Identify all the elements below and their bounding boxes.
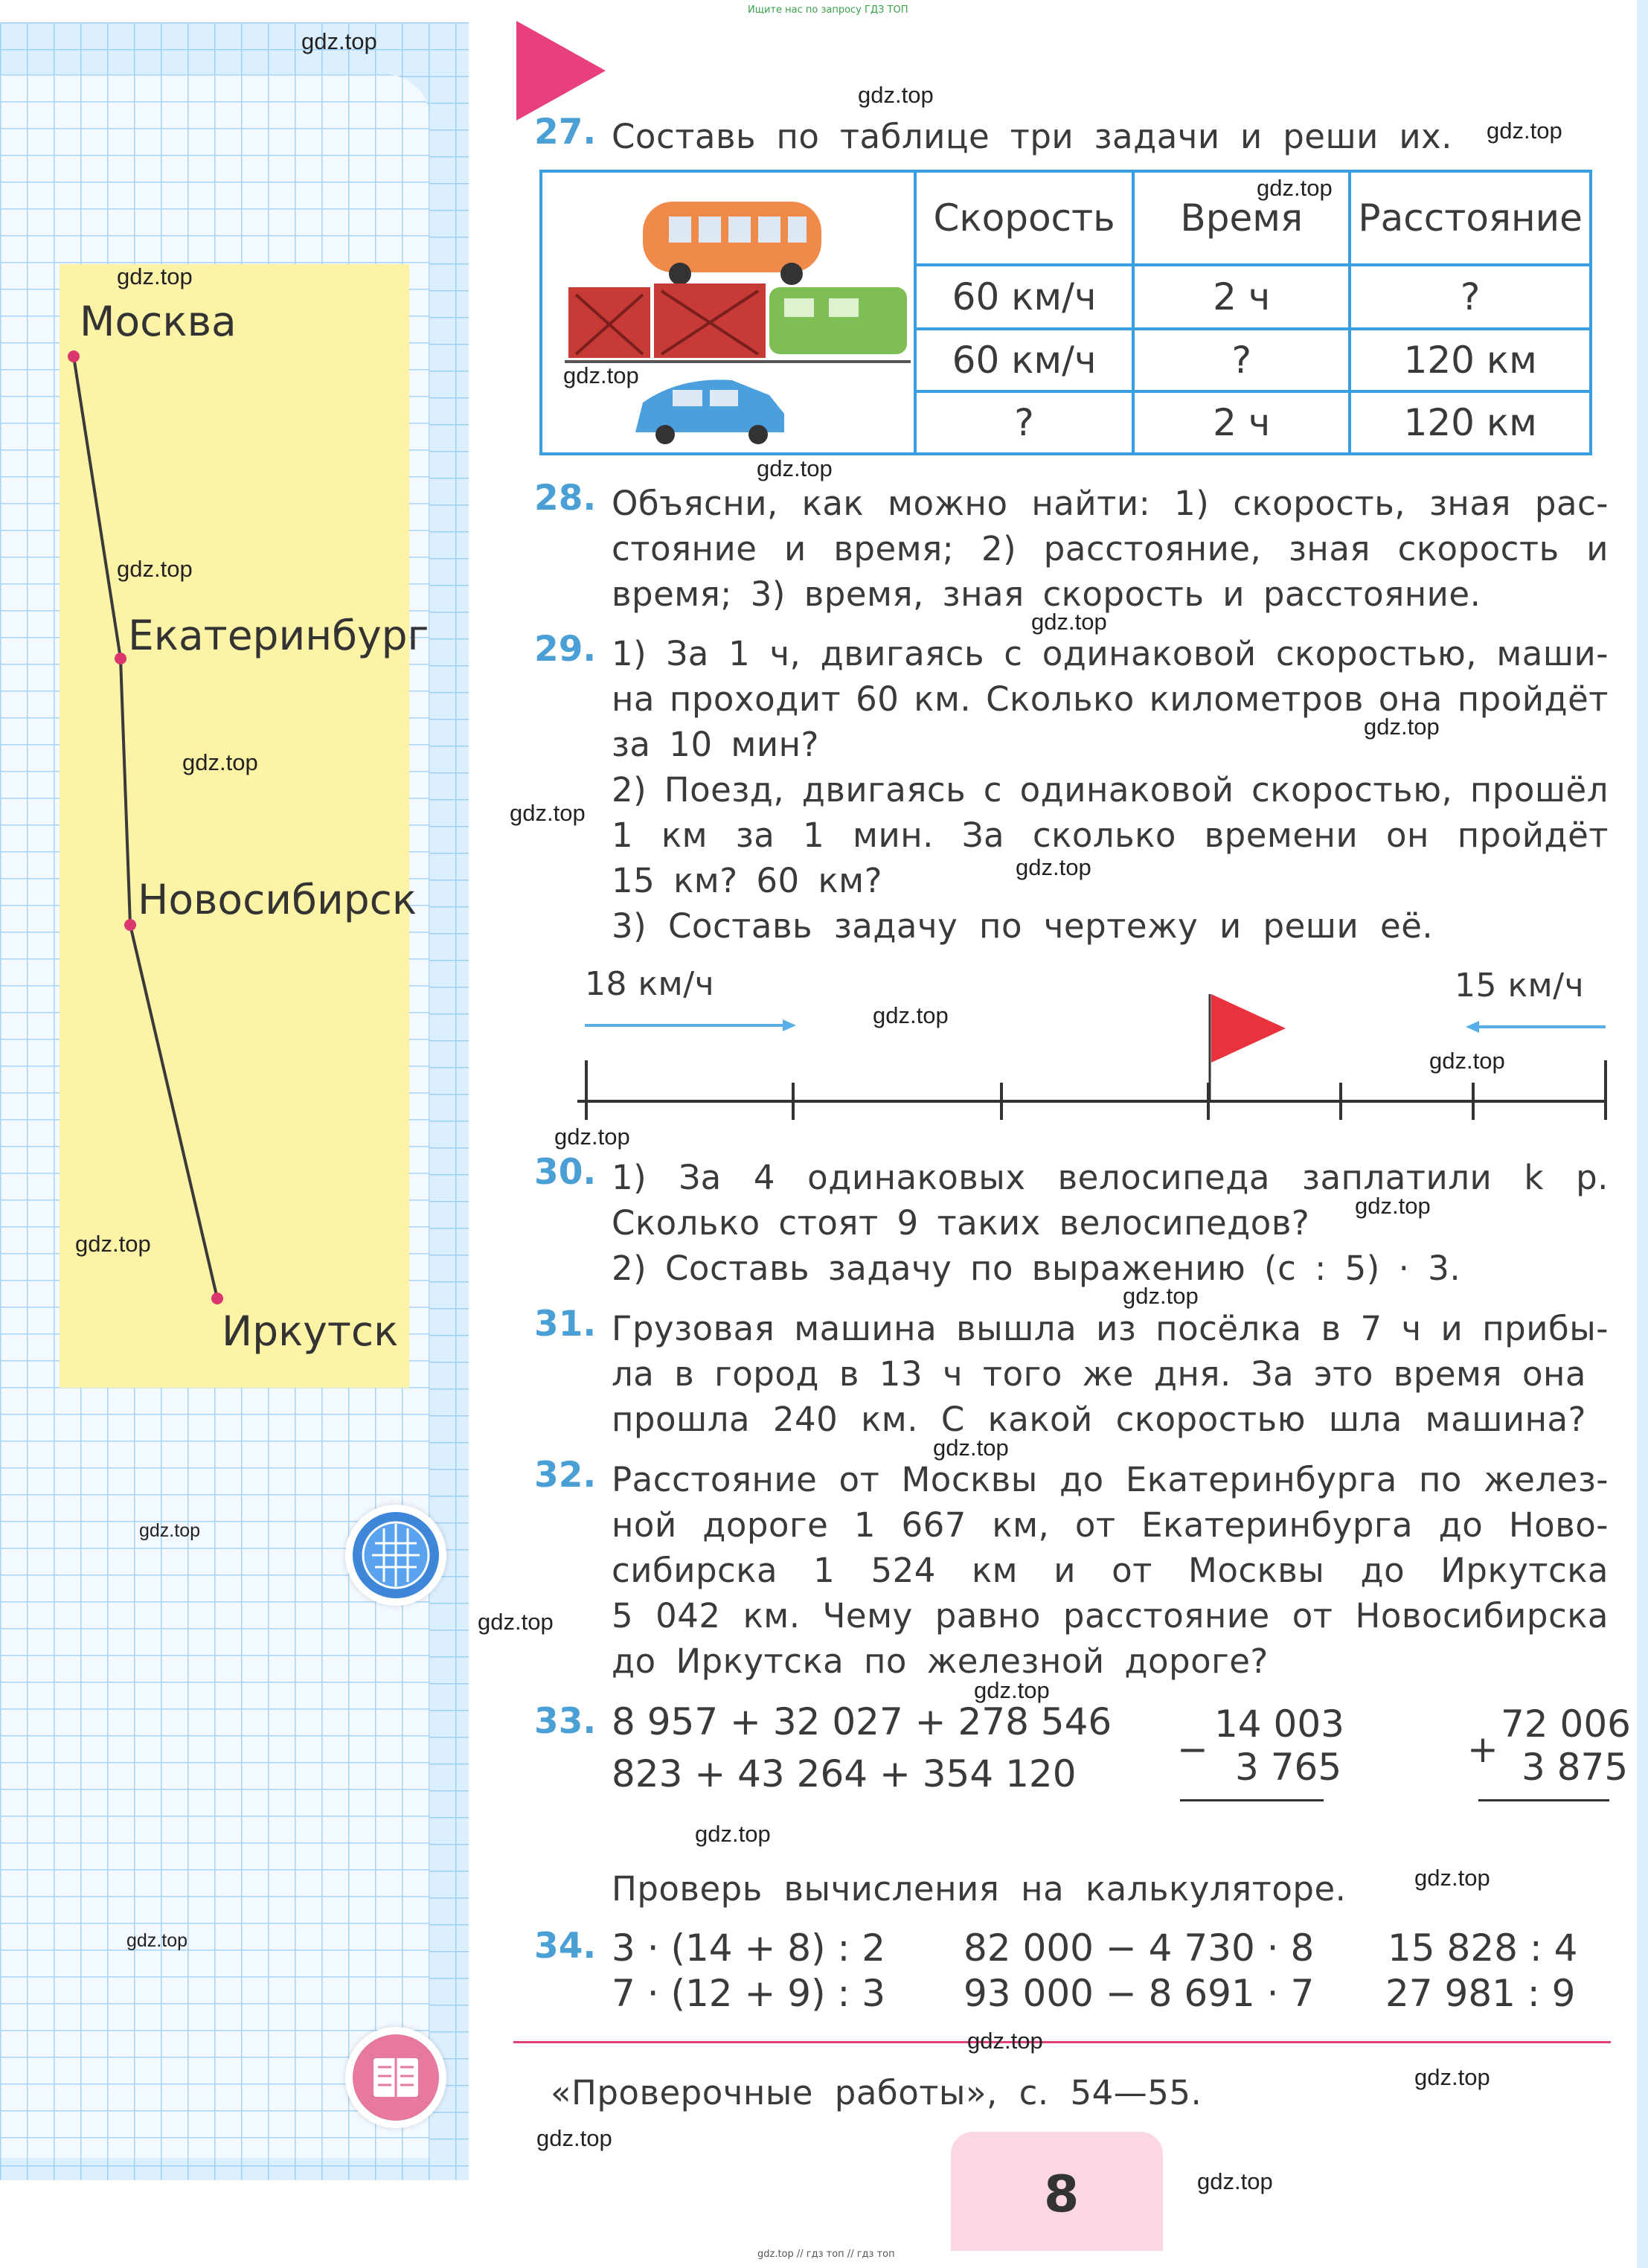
watermark: gdz.top [1355, 1193, 1431, 1219]
watermark: gdz.top [117, 556, 193, 582]
watermark: gdz.top [1414, 2064, 1490, 2090]
table-header-speed: Скорость [915, 171, 1133, 265]
table-cell: ? [1133, 329, 1350, 391]
header-note: Ищите нас по запросу ГДЗ ТОП [748, 4, 908, 16]
watermark: gdz.top [1364, 714, 1440, 740]
vehicles-illustration-art [546, 176, 918, 451]
task-31-line: ла в город в 13 ч того же дня. За это время она [612, 1354, 1586, 1394]
task-32-line: Расстояние от Москвы до Екатеринбурга по желез- [612, 1460, 1609, 1499]
city-label-ekaterinburg: Екатеринбург [128, 612, 429, 659]
task-30-line: 2) Составь задачу по выражению (c : 5) · 3. [612, 1249, 1461, 1288]
task-29-line: 1) За 1 ч, двигаясь с одинаковой скоростью, маши- [612, 634, 1609, 673]
task-32-line: до Иркутска по железной дороге? [612, 1641, 1269, 1681]
table-header-time: Время [1133, 171, 1350, 265]
column-add-op: + [1467, 1728, 1498, 1771]
task-28-line: стояние и время; 2) расстояние, зная скорость и [612, 529, 1609, 568]
city-label-irkutsk: Иркутск [222, 1307, 399, 1355]
footer-note: gdz.top // гдз топ // гдз топ [757, 2249, 895, 2260]
task-29-line: 15 км? 60 км? [612, 861, 882, 900]
watermark: gdz.top [478, 1609, 554, 1635]
task-32-line: 5 042 км. Чему равно расстояние от Новосибирска [612, 1596, 1609, 1636]
watermark: gdz.top [1123, 1283, 1199, 1309]
task-27-number: 27. [534, 112, 597, 153]
task-28-line: Объясни, как можно найти: 1) скорость, зная рас- [612, 484, 1609, 523]
task-27-table [539, 170, 1592, 455]
city-dot-moscow [68, 350, 80, 362]
watermark: gdz.top [933, 1435, 1009, 1461]
task-32-line: ной дороге 1 667 км, от Екатеринбурга до Ново- [612, 1505, 1609, 1545]
task-33-expr-2: 823 + 43 264 + 354 120 [612, 1752, 1077, 1796]
page-number: 8 [1044, 2165, 1080, 2224]
watermark: gdz.top [126, 1930, 188, 1951]
table-cell: 120 км [1350, 329, 1591, 391]
table-cell: ? [915, 391, 1133, 454]
watermark: gdz.top [1016, 854, 1091, 880]
task-29-line: 1 км за 1 мин. За сколько времени он пройдёт [612, 816, 1609, 855]
city-dot-ekaterinburg [115, 653, 126, 664]
task-34-expr: 3 · (14 + 8) : 2 [612, 1926, 886, 1970]
reference-text: «Проверочные работы», с. 54—55. [551, 2073, 1202, 2112]
task-29-number: 29. [534, 629, 597, 670]
watermark: gdz.top [967, 2028, 1043, 2054]
city-dot-irkutsk [211, 1292, 223, 1304]
watermark: gdz.top [554, 1124, 630, 1150]
task-28-number: 28. [534, 478, 597, 519]
task-28-line: время; 3) время, зная скорость и расстояние. [612, 574, 1481, 614]
task-34-expr: 7 · (12 + 9) : 3 [612, 1972, 886, 2015]
city-label-moscow: Москва [80, 298, 237, 345]
task-30-line: 1) За 4 одинаковых велосипеда заплатили k р. [612, 1158, 1609, 1197]
task-27-text: Составь по таблице три задачи и реши их. [612, 117, 1452, 156]
watermark: gdz.top [1257, 175, 1333, 201]
task-34-expr: 93 000 − 8 691 · 7 [964, 1972, 1315, 2015]
column-sub-line [1180, 1799, 1324, 1801]
column-add-top: 72 006 [1501, 1702, 1631, 1746]
watermark: gdz.top [536, 2125, 612, 2151]
column-sub-op: − [1177, 1728, 1208, 1771]
watermark: gdz.top [182, 749, 258, 775]
task-34-expr: 15 828 : 4 [1388, 1926, 1578, 1970]
watermark: gdz.top [974, 1677, 1050, 1703]
table-header-distance: Расстояние [1350, 171, 1591, 265]
column-sub-top: 14 003 [1214, 1702, 1344, 1746]
watermark: gdz.top [1429, 1048, 1505, 1074]
city-dot-novosibirsk [124, 919, 136, 931]
watermark: gdz.top [117, 263, 193, 289]
table-cell: 120 км [1350, 391, 1591, 454]
watermark: gdz.top [1031, 609, 1107, 635]
task-33-expr-1: 8 957 + 32 027 + 278 546 [612, 1700, 1112, 1743]
watermark: gdz.top [1487, 118, 1562, 144]
task-31-line: Грузовая машина вышла из посёлка в 7 ч и прибы- [612, 1309, 1609, 1348]
task-32-number: 32. [534, 1455, 597, 1496]
watermark: gdz.top [757, 455, 833, 481]
table-cell: ? [1350, 265, 1591, 329]
task-33-number: 33. [534, 1701, 597, 1742]
watermark: gdz.top [873, 1002, 949, 1028]
task-30-line: Сколько стоят 9 таких велосипедов? [612, 1203, 1310, 1243]
city-label-novosibirsk: Новосибирск [138, 876, 417, 923]
diagram-left-speed: 18 км/ч [585, 965, 715, 1003]
task-32-line: сибирска 1 524 км и от Москвы до Иркутска [612, 1551, 1609, 1590]
flag-icon [1211, 994, 1286, 1063]
column-add-bottom: 3 875 [1522, 1746, 1629, 1789]
task-34-expr: 82 000 − 4 730 · 8 [964, 1926, 1315, 1970]
watermark: gdz.top [695, 1821, 771, 1847]
watermark: gdz.top [510, 800, 586, 826]
watermark: gdz.top [75, 1231, 151, 1257]
table-cell: 2 ч [1133, 265, 1350, 329]
section-triangle-marker [513, 21, 610, 125]
task-31-number: 31. [534, 1304, 597, 1345]
watermark: gdz.top [139, 1520, 201, 1541]
map-card [60, 264, 409, 1388]
task-34-expr: 27 981 : 9 [1385, 1972, 1576, 2015]
watermark: gdz.top [1414, 1865, 1490, 1891]
table-cell: 60 км/ч [915, 265, 1133, 329]
watermark: gdz.top [1197, 2168, 1273, 2194]
workbook-icon[interactable] [345, 2027, 446, 2128]
globe-grid-icon[interactable] [345, 1505, 446, 1606]
column-sub-bottom: 3 765 [1235, 1746, 1342, 1789]
vehicles-illustration [541, 171, 915, 454]
task-29-line: 3) Составь задачу по чертежу и реши её. [612, 906, 1434, 946]
task-33-check: Проверь вычисления на калькуляторе. [612, 1869, 1347, 1909]
table-cell: 60 км/ч [915, 329, 1133, 391]
watermark: gdz.top [563, 362, 639, 388]
task-34-number: 34. [534, 1926, 597, 1967]
rail-route-line [60, 264, 409, 1388]
watermark: gdz.top [858, 82, 934, 108]
task-29-line: 2) Поезд, двигаясь с одинаковой скоростью, прошёл [612, 770, 1609, 810]
section-divider [513, 2041, 1611, 2043]
task-30-number: 30. [534, 1152, 597, 1193]
task-29-line: за 10 мин? [612, 725, 819, 764]
task-31-line: прошла 240 км. С какой скоростью шла машина? [612, 1400, 1586, 1439]
table-cell: 2 ч [1133, 391, 1350, 454]
task-29-line: на проходит 60 км. Сколько километров она пройдёт [612, 679, 1609, 719]
right-edge-strip [1637, 0, 1648, 2268]
column-add-line [1478, 1799, 1609, 1801]
watermark: gdz.top [301, 28, 377, 54]
diagram-right-speed: 15 км/ч [1455, 967, 1585, 1005]
